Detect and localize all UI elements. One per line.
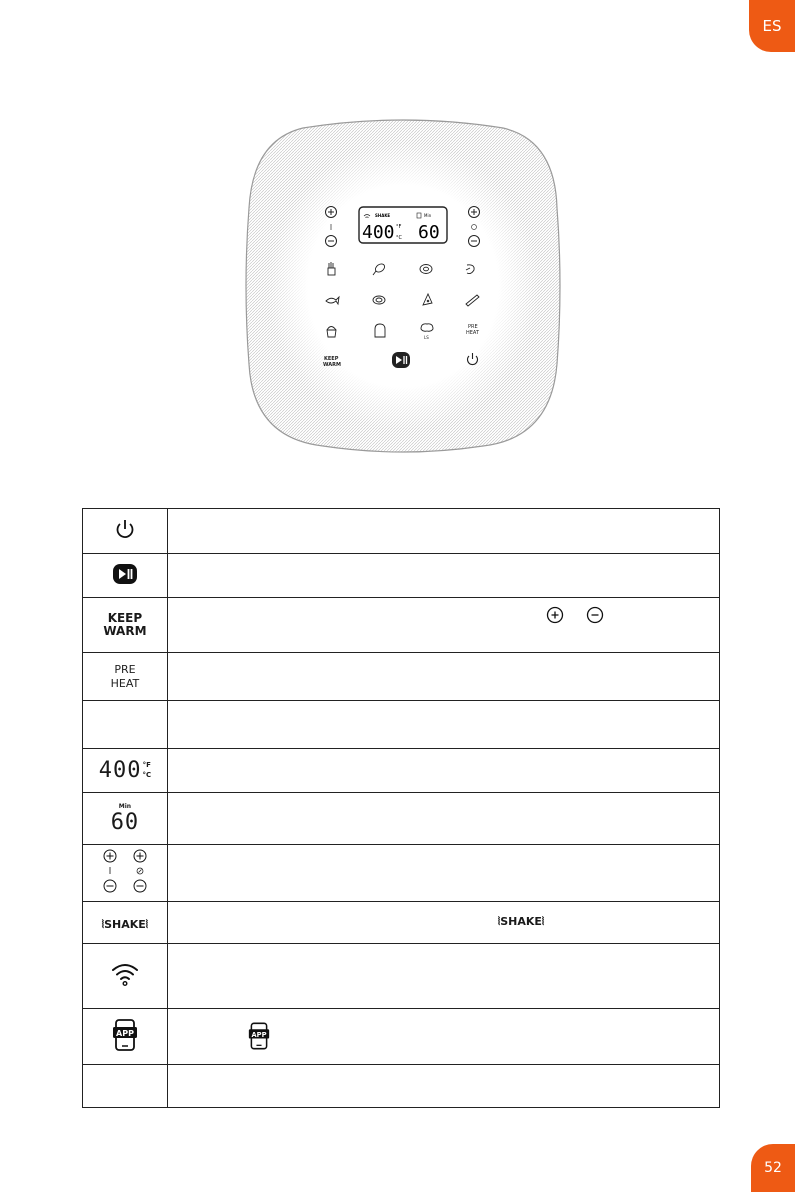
legend-row-wifi bbox=[83, 944, 720, 1009]
keep-warm-button-line1: KEEP bbox=[324, 356, 339, 362]
preheat-label-line2: HEAT bbox=[110, 676, 140, 690]
button-legend-table bbox=[82, 508, 720, 1108]
preheat-button-line2: HEAT bbox=[466, 330, 480, 336]
temperature-display bbox=[98, 757, 152, 783]
keep-warm-button-line2: WARM bbox=[323, 362, 341, 368]
legend-desc bbox=[167, 554, 719, 598]
keep-warm-label-line1: KEEP bbox=[107, 611, 143, 625]
plus-icon bbox=[546, 606, 564, 624]
legend-desc bbox=[167, 509, 719, 554]
language-tab: ES bbox=[749, 0, 795, 52]
svg-text:APP: APP bbox=[251, 1030, 267, 1039]
legend-desc bbox=[167, 944, 719, 1009]
time-value: 60 bbox=[110, 809, 140, 835]
legend-row-shake bbox=[83, 902, 720, 944]
lcd-display bbox=[359, 207, 447, 243]
unit-fahrenheit: °F bbox=[396, 224, 402, 230]
svg-text:LS: LS bbox=[424, 335, 429, 340]
legend-desc bbox=[167, 845, 719, 902]
legend-row-power bbox=[83, 509, 720, 554]
minutes-label: Min bbox=[118, 802, 132, 810]
legend-row-blank bbox=[83, 701, 720, 749]
adjust-buttons-icon bbox=[99, 848, 151, 894]
legend-row-app bbox=[83, 1009, 720, 1065]
keep-warm-label-line2: WARM bbox=[103, 624, 147, 638]
play-pause-icon bbox=[112, 563, 138, 585]
play-pause-button bbox=[392, 352, 410, 368]
minus-icon bbox=[586, 606, 604, 624]
control-panel-illustration bbox=[243, 118, 563, 454]
legend-desc bbox=[167, 749, 719, 793]
minutes-indicator: Min bbox=[424, 213, 432, 218]
shake-label: ⦚SHAKE⦚ bbox=[101, 918, 149, 931]
unit-fahrenheit: °F bbox=[142, 760, 151, 769]
time-readout: 60 bbox=[418, 222, 440, 243]
page-number: 52 bbox=[751, 1144, 795, 1192]
preheat-label-line1: PRE bbox=[114, 662, 136, 676]
app-icon bbox=[112, 1019, 138, 1051]
legend-row-play-pause bbox=[83, 554, 720, 598]
legend-row-preheat bbox=[83, 653, 720, 701]
legend-desc bbox=[167, 701, 719, 749]
power-icon bbox=[114, 518, 136, 540]
legend-row-temperature bbox=[83, 749, 720, 793]
unit-celsius: °C bbox=[142, 770, 152, 779]
unit-celsius: °C bbox=[396, 235, 402, 241]
svg-text:APP: APP bbox=[115, 1028, 134, 1038]
wifi-icon bbox=[110, 961, 140, 987]
legend-row-adjust bbox=[83, 845, 720, 902]
legend-row-keep-warm bbox=[83, 598, 720, 653]
shake-indicator: SHAKE bbox=[375, 213, 391, 218]
shake-inline-label: ⦚SHAKE⦚ bbox=[497, 914, 545, 928]
preheat-button-line1: PRE bbox=[468, 324, 478, 330]
legend-row-time bbox=[83, 793, 720, 845]
temperature-readout: 400 bbox=[362, 222, 395, 243]
legend-row-last bbox=[83, 1065, 720, 1108]
legend-desc bbox=[167, 1065, 719, 1108]
temperature-value: 400 bbox=[98, 757, 142, 783]
app-inline-icon bbox=[248, 1022, 270, 1050]
legend-desc bbox=[167, 653, 719, 701]
legend-desc bbox=[167, 793, 719, 845]
